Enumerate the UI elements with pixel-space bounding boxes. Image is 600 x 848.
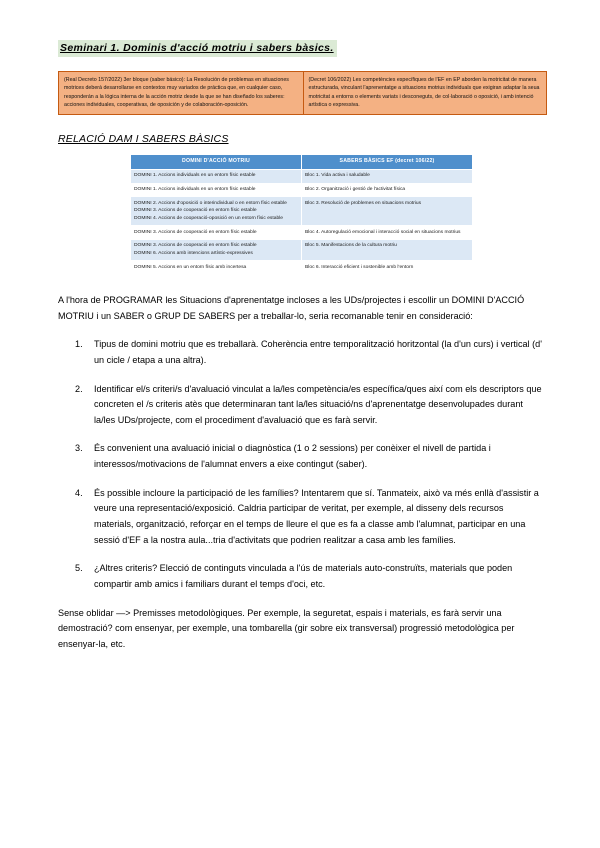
cell-domini: DOMINI 3. Accions de cooperació en entorn físic estable DOMINI 6. Accions amb intencions artístic-expressives [131,239,302,260]
cell-domini: DOMINI 1. Accions individuals en un entorn físic estable [131,183,302,197]
section-heading: RELACIÓ DAM I SABERS BÀSICS [58,132,229,145]
cell-domini: DOMINI 3. Accions de cooperació en entorn físic estable [131,226,302,240]
table-body [131,169,473,274]
list-item: ¿Altres criteris? Elecció de continguts vinculada a l'ús de materials auto-construïts, materials que poden compartir amb amics i familiars durant el temps d'oci, etc. [94,563,513,589]
table-header [131,154,473,169]
table-row [131,239,473,260]
intro-paragraph: A l'hora de PROGRAMAR les Situacions d'aprenentatge incloses a les UDs/projectes i escollir un DOMINI D'ACCIÓ MOTRIU i un SABER o GRUP DE SABERS per a treballar-lo, seria recomanable tenir en consideració: [58,294,525,321]
closing-paragraph: Sense oblidar —> Premisses metodològiques. Per exemple, la seguretat, espais i materials, es farà servir una demostració? com ensenyar, per exemple, una tombarella (gir sobre eix transversal) progressió metodològica per ensenyar-la, etc. [58,607,515,649]
cell-saber: Bloc 5. Manifestacions de la cultura motriu [302,239,473,260]
table-row [131,261,473,275]
list-item: Tipus de domini motriu que es treballarà. Coherència entre temporalització horitzontal (la d'un curs) i vertical (d' un cicle / etapa a una altra). [94,339,542,365]
cell-saber: Bloc 1. Vida activa i saludable [302,169,473,183]
list-item: Identificar el/s criteri/s d'avaluació vinculat a la/les competència/es específica/ques així com els descriptors que concreten el /s criteris atès que determinaran tant la/les situació/ns d'aprenentatge desenvolupades durant la/les UDs/projecte, com el procediment d'avaluació que es farà servir. [94,383,542,425]
criteria-list [58,337,545,592]
column-header-sabers: SABERS BÀSICS EF (decret 106/22) [302,154,473,169]
cell-saber: Bloc 4. Autoregulació emocional i interacció social en situacions motrius [302,226,473,240]
list-item: És convenient una avaluació inicial o diagnòstica (1 o 2 sessions) per conèixer el nivell de partida i interessos/motivacions de l'alumnat envers a eixe contingut (saber). [94,443,491,470]
cell-domini: DOMINI 2. Accions d'oposició o interindividual o en entorn físic estable DOMINI 3. Accions de cooperació en entorn físic estable DOMINI 4. Accions de cooperació-oposició en un entorn físic estable [131,197,302,226]
cell-domini: DOMINI 5. Accions en un entorn físic amb incertesa [131,261,302,275]
page-title: Seminari 1. Dominis d'acció motriu i sabers bàsics. [58,40,337,57]
table-header-row [131,154,473,169]
table-row [131,197,473,226]
table-row [131,169,473,183]
list-item: És possible incloure la participació de les famílies? Intentarem que sí. Tanmateix, això va més enllà d'assistir a veure una representació/exposició. Caldria participar de veritat, per exemple, al disseny dels recursos materials, organització, reforçar en el temps de lleure el que es fa a classe amb l'alumnat, participar en una sessió d'EF a la nostra aula...tria d'activitats que podrien realitzar a casa amb les famílies. [94,487,539,545]
body-content [58,293,545,653]
dam-sabers-table-wrapper [130,154,473,275]
dam-sabers-table [130,154,473,275]
callout-box-group [58,71,547,115]
cell-saber: Bloc 2. Organització i gestió de l'activitat física [302,183,473,197]
cell-domini: DOMINI 1. Accions individuals en un entorn físic estable [131,169,302,183]
column-header-domini: DOMINI D'ACCIÓ MOTRIU [131,154,302,169]
real-decreto-callout: (Real Decreto 157/2022) 3er bloque (saber básico): La Resolución de problemas en situaciones motrices deberá desarrollarse en contextos muy variados de práctica que, en cualquier caso, responderán a la lógica interna de la acción motriz desde la que se han diseñado los saberes: acciones individuales, cooperativas, de oposición y de colaboración-oposición. [59,72,303,114]
table-row [131,226,473,240]
decret-callout: (Decret 106/2022) Les competències específiques de l'EF en EP aborden la motricitat de manera estructurada, vinculant l'aprenentatge a situacions motrius individuals que exigiran adaptar la seua motricitat a entorns o elements variats i desconeguts, de col·laboració o oposició, i amb intenció artística o expressiva. [303,72,547,114]
cell-saber: Bloc 3. Resolució de problemes en situacions motrius [302,197,473,226]
cell-saber: Bloc 6. Interacció eficient i sostenible amb l'entorn [302,261,473,275]
table-row [131,183,473,197]
